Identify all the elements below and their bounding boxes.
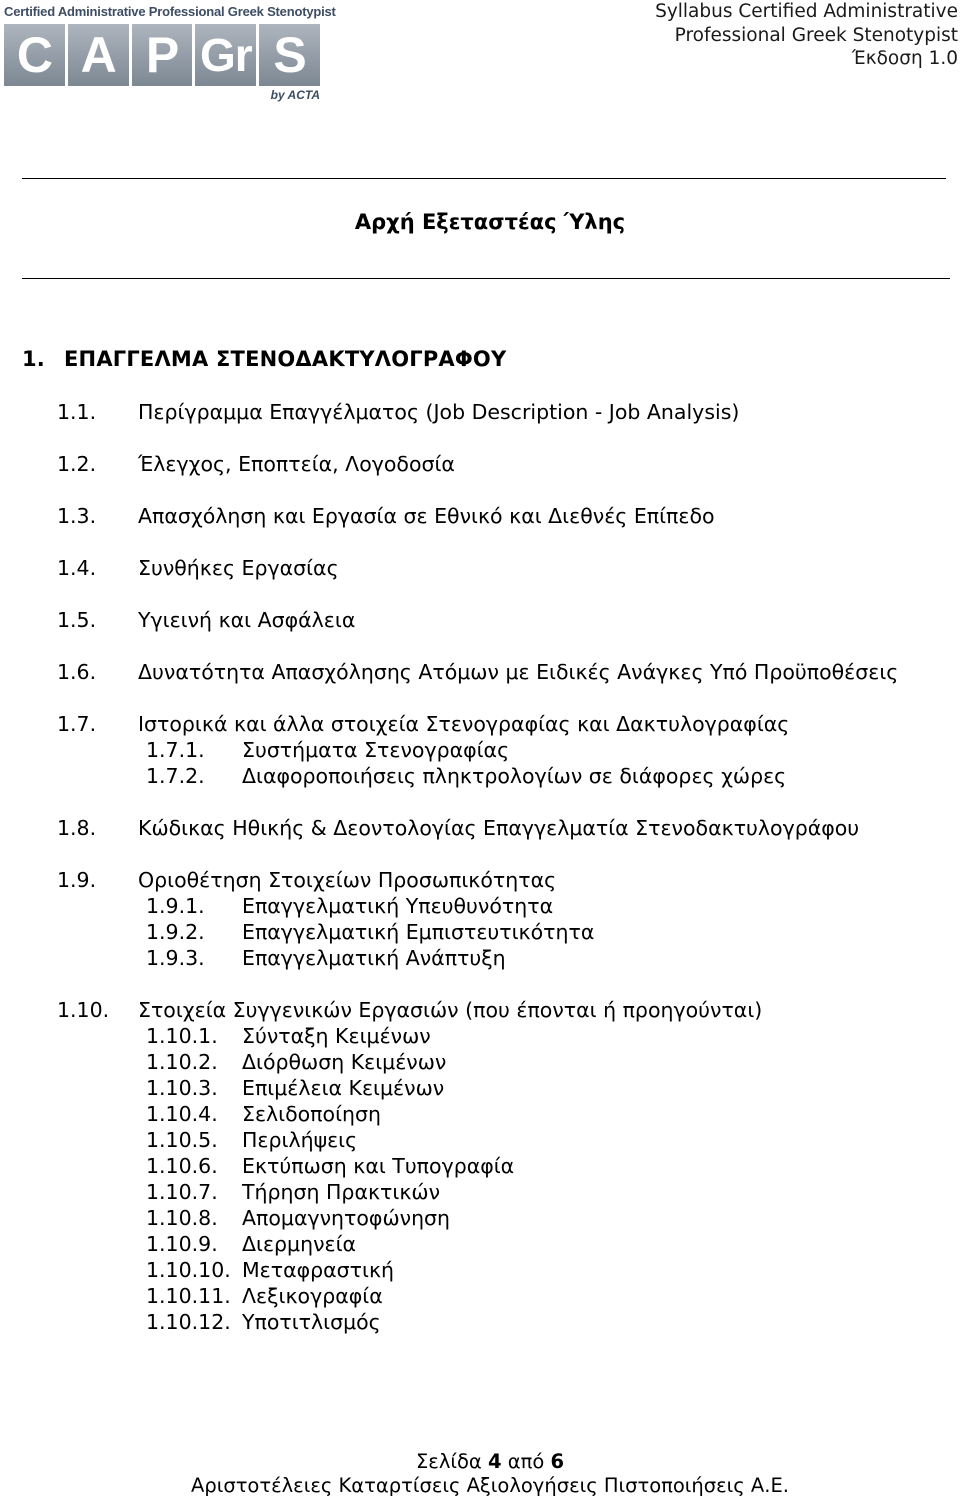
toc-subitem-label: Εκτύπωση και Τυπογραφία [242, 1154, 515, 1178]
toc-subitem [146, 1050, 446, 1074]
logo-letter-boxes [4, 24, 320, 86]
toc-subitem-label: Υποτιτλισμός [242, 1310, 381, 1334]
section-label: ΕΠΑΓΓΕΛΜΑ ΣΤΕΝΟΔΑΚΤΥΛΟΓΡΑΦΟΥ [64, 347, 507, 371]
toc-subitem [146, 1284, 383, 1308]
capgrs-logo [4, 4, 336, 102]
toc-subitem [146, 738, 509, 762]
toc-subitem-number: 1.10.4. [146, 1102, 218, 1126]
toc-subitem [146, 1154, 514, 1178]
toc-subitem-label: Περιλήψεις [242, 1128, 358, 1152]
toc-subitem [146, 1206, 450, 1230]
toc-item [57, 400, 739, 424]
toc-subitem [146, 1180, 440, 1204]
section-number: 1. [22, 347, 45, 371]
footer-company: Αριστοτέλειες Καταρτίσεις Αξιολογήσεις Πιστοποιήσεις Α.Ε. [191, 1474, 789, 1497]
toc-item [57, 608, 355, 632]
toc-subitem [146, 1102, 381, 1126]
toc-subitem-number: 1.10.12. [146, 1310, 231, 1334]
toc-item-number: 1.10. [57, 998, 110, 1022]
toc-item [57, 556, 339, 580]
header-version: Έκδοση 1.0 [851, 48, 958, 69]
toc-subitem-label: Επαγγελματική Υπευθυνότητα [242, 894, 554, 918]
page-total: 6 [550, 1450, 565, 1473]
page-separator: από [507, 1450, 545, 1473]
toc-item-label: Περίγραμμα Επαγγέλματος (Job Description - Job Analysis) [138, 400, 740, 424]
toc-subitem-label: Διόρθωση Κειμένων [242, 1050, 447, 1074]
toc-subitem-label: Μεταφραστική [242, 1258, 395, 1282]
toc-item [57, 660, 898, 684]
logo-letter: A [68, 24, 129, 86]
page-title: Αρχή Εξεταστέας Ύλης [354, 210, 626, 234]
toc-subitem [146, 1310, 381, 1334]
page-current: 4 [487, 1450, 502, 1473]
toc-subitem-number: 1.10.9. [146, 1232, 218, 1256]
toc-item [57, 712, 789, 736]
toc-subitem-number: 1.10.8. [146, 1206, 218, 1230]
toc-item [57, 816, 859, 840]
toc-subitem [146, 894, 553, 918]
toc-subitem-label: Επαγγελματική Ανάπτυξη [242, 946, 506, 970]
toc-item-number: 1.4. [57, 556, 97, 580]
logo-tagline: Certified Administrative Professional Greek Stenotypist [4, 4, 336, 19]
toc-subitem [146, 1024, 431, 1048]
toc-subitem-number: 1.9.1. [146, 894, 205, 918]
toc-subitem-label: Απομαγνητοφώνηση [242, 1206, 451, 1230]
toc-subitem [146, 1076, 444, 1100]
toc-item-number: 1.6. [57, 660, 97, 684]
toc-subitem [146, 1232, 356, 1256]
toc-subitem-number: 1.10.11. [146, 1284, 231, 1308]
toc-subitem-label: Σύνταξη Κειμένων [242, 1024, 431, 1048]
logo-letter: C [4, 24, 65, 86]
logo-by-acta: by ACTA [270, 88, 320, 102]
toc-subitem-label: Επιμέλεια Κειμένων [242, 1076, 445, 1100]
toc-item-number: 1.1. [57, 400, 97, 424]
toc-item-label: Έλεγχος, Εποπτεία, Λογοδοσία [138, 452, 455, 476]
toc-subitem-number: 1.9.2. [146, 920, 205, 944]
toc-subitem-label: Σελιδοποίηση [242, 1102, 381, 1126]
toc-subitem [146, 920, 594, 944]
title-divider [22, 278, 950, 279]
toc-item-label: Ιστορικά και άλλα στοιχεία Στενογραφίας και Δακτυλογραφίας [138, 712, 790, 736]
header-line-1: Syllabus Certified Administrative [655, 1, 958, 22]
toc-subitem [146, 764, 786, 788]
toc-subitem-label: Λεξικογραφία [242, 1284, 383, 1308]
toc-item-label: Στοιχεία Συγγενικών Εργασιών (που έπονται ή προηγούνται) [138, 998, 763, 1022]
top-divider [22, 178, 946, 179]
toc-subitem-number: 1.10.6. [146, 1154, 218, 1178]
toc-subitem [146, 1258, 394, 1282]
header-line-2: Professional Greek Stenotypist [674, 24, 958, 46]
toc-subitem-number: 1.10.10. [146, 1258, 231, 1282]
toc-item-number: 1.8. [57, 816, 97, 840]
toc-item-number: 1.2. [57, 452, 97, 476]
toc-subitem-number: 1.10.1. [146, 1024, 218, 1048]
toc-subitem-label: Διαφοροποιήσεις πληκτρολογίων σε διάφορες χώρες [242, 764, 787, 788]
footer-page-number [0, 1450, 960, 1473]
toc-item-label: Δυνατότητα Απασχόλησης Ατόμων με Ειδικές Ανάγκες Υπό Προϋποθέσεις [138, 660, 899, 684]
toc-subitem-label: Επαγγελματική Εμπιστευτικότητα [242, 920, 595, 944]
toc-item-number: 1.9. [57, 868, 97, 892]
toc-subitem [146, 1128, 357, 1152]
toc-item-number: 1.5. [57, 608, 97, 632]
toc-subitem-number: 1.10.5. [146, 1128, 218, 1152]
toc-item [57, 452, 455, 476]
toc-item [57, 998, 762, 1022]
toc-subitem-number: 1.9.3. [146, 946, 205, 970]
toc-item [57, 868, 556, 892]
toc-subitem-number: 1.10.7. [146, 1180, 218, 1204]
logo-letter: Gr [195, 24, 256, 86]
toc-subitem-number: 1.10.2. [146, 1050, 218, 1074]
toc-subitem-number: 1.7.2. [146, 764, 205, 788]
toc-item-label: Υγιεινή και Ασφάλεια [138, 608, 356, 632]
page-prefix: Σελίδα [415, 1450, 482, 1473]
toc-subitem-label: Τήρηση Πρακτικών [242, 1180, 441, 1204]
toc-item-number: 1.3. [57, 504, 97, 528]
section-heading [22, 347, 506, 371]
toc-subitem-label: Συστήματα Στενογραφίας [242, 738, 510, 762]
toc-item [57, 504, 715, 528]
toc-item-label: Συνθήκες Εργασίας [138, 556, 339, 580]
toc-subitem [146, 946, 506, 970]
header-info [655, 0, 958, 71]
toc-item-label: Οριοθέτηση Στοιχείων Προσωπικότητας [138, 868, 557, 892]
logo-letter: S [259, 24, 320, 86]
toc-subitem-label: Διερμηνεία [242, 1232, 357, 1256]
toc-item-number: 1.7. [57, 712, 97, 736]
toc-item-label: Απασχόληση και Εργασία σε Εθνικό και Διεθνές Επίπεδο [138, 504, 715, 528]
toc-subitem-number: 1.7.1. [146, 738, 205, 762]
toc-item-label: Κώδικας Ηθικής & Δεοντολογίας Επαγγελματία Στενοδακτυλογράφου [138, 816, 860, 840]
logo-letter: P [132, 24, 193, 86]
toc-subitem-number: 1.10.3. [146, 1076, 218, 1100]
